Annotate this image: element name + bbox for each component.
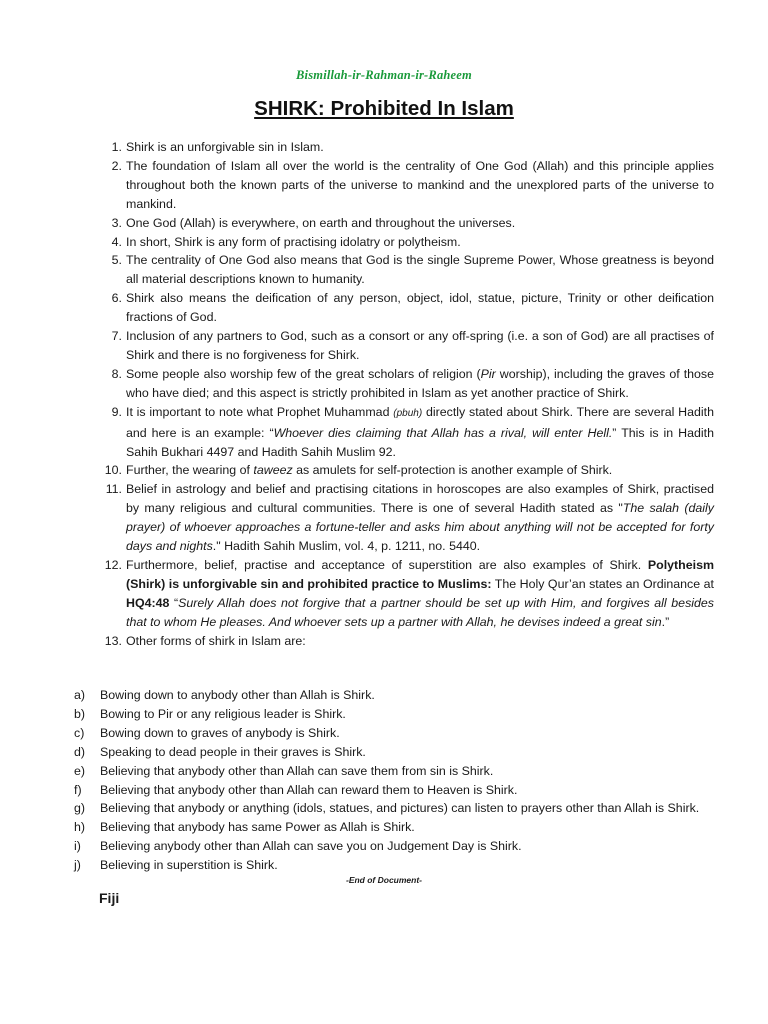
item-number: 5. — [111, 253, 122, 268]
item-number: 9. — [111, 404, 122, 419]
list-item — [74, 762, 724, 781]
list-item — [96, 403, 714, 462]
item-text: Believing that anybody has same Power as Allah is Shirk. — [100, 820, 415, 835]
item-number: 13. — [104, 633, 122, 648]
list-item — [96, 157, 714, 214]
item-letter: c) — [74, 725, 85, 740]
footer-country: Fiji — [99, 890, 120, 906]
item-text: Speaking to dead people in their graves is Shirk. — [100, 744, 366, 759]
list-item — [96, 233, 714, 252]
item-text: The centrality of One God also means that God is the single Supreme Power, Whose greatness is beyond all material descriptions known to humanity. — [126, 253, 714, 287]
item-text: Belief in astrology and belief and practising citations in horoscopes are also examples of Shirk, practised by many religious and cultural communities. There is one of several Hadith stated as " — [126, 482, 714, 516]
item-text: as amulets for self-protection is another example of Shirk. — [292, 463, 613, 478]
item-text: worship), including the graves of those who have died; and this aspect is strictly prohibited in Islam as yet another practice of Shirk. — [126, 366, 715, 400]
list-item — [74, 743, 724, 762]
list-item — [96, 632, 714, 651]
item-text: Some people also worship few of the great scholars of religion ( — [126, 366, 481, 381]
item-text: Shirk also means the deification of any person, object, idol, statue, picture, Trinity or other deification fractions of God. — [126, 291, 714, 325]
item-letter: b) — [74, 706, 86, 721]
item-text: Believing that anybody other than Allah can save them from sin is Shirk. — [100, 763, 494, 778]
item-number: 11. — [105, 482, 122, 497]
item-text: Believing that anybody other than Allah can reward them to Heaven is Shirk. — [100, 782, 518, 797]
list-item — [96, 138, 714, 157]
item-number: 6. — [111, 291, 122, 306]
bismillah-heading: Bismillah-ir-Rahman-ir-Raheem — [296, 68, 472, 82]
item-text: It is important to note what Prophet Muhammad — [126, 404, 394, 419]
list-item — [74, 818, 724, 837]
list-item — [74, 705, 724, 724]
quran-reference: HQ4:48 — [126, 595, 170, 610]
end-of-document-note: -End of Document- — [345, 875, 423, 885]
list-item — [96, 480, 714, 556]
item-number: 4. — [111, 234, 122, 249]
item-text: One God (Allah) is everywhere, on earth and throughout the universes. — [126, 215, 516, 230]
item-text: Furthermore, belief, practise and acceptance of superstition are also examples of Shirk. — [126, 557, 648, 572]
item-number: 10. — [104, 463, 122, 478]
item-number: 3. — [111, 215, 122, 230]
item-text: The foundation of Islam all over the world is the centrality of One God (Allah) and this principle applies throughout both the known parts of the universe to mankind and the unexplored parts of the universe to mankind. — [126, 158, 714, 211]
item-bold: Polytheism (Shirk) is unforgivable sin and prohibited practice to Muslims: — [126, 557, 714, 591]
item-text: ." Hadith Sahih Muslim, vol. 4, p. 1211, no. 5440. — [212, 539, 481, 554]
item-text: Bowing down to graves of anybody is Shirk. — [100, 725, 340, 740]
item-number: 1. — [111, 140, 122, 154]
list-item — [74, 856, 724, 875]
item-text: Further, the wearing of — [126, 463, 254, 478]
item-number: 8. — [111, 366, 122, 381]
item-letter: i) — [74, 839, 81, 854]
item-letter: h) — [74, 820, 86, 835]
item-text: directly stated about Shirk. There are several Hadith and here is an example: “ — [126, 404, 714, 440]
item-number: 7. — [111, 329, 122, 344]
item-text: Believing in superstition is Shirk. — [100, 858, 278, 873]
item-text: ” This is in Hadith Sahih Bukhari 4497 and Hadith Sahih Muslim 92. — [126, 425, 714, 459]
list-item — [96, 327, 714, 365]
item-letter: d) — [74, 744, 86, 759]
list-item — [74, 686, 724, 705]
item-text: Believing that anybody or anything (idols, statues, and pictures) can listen to prayers other than Allah is Shirk. — [100, 801, 700, 816]
item-letter: e) — [74, 763, 86, 778]
pbuh-note: (pbuh) — [393, 407, 423, 419]
item-text: Shirk is an unforgivable sin in Islam. — [126, 140, 324, 154]
item-text: “ — [169, 595, 179, 610]
list-item — [96, 289, 714, 327]
item-italic: taweez — [253, 463, 293, 478]
hadith-quote: Whoever dies claiming that Allah has a rival, will enter Hell. — [273, 425, 613, 440]
item-text: Bowing to Pir or any religious leader is Shirk. — [100, 706, 346, 721]
item-text: .” — [661, 614, 670, 629]
item-text: Believing anybody other than Allah can save you on Judgement Day is Shirk. — [100, 839, 522, 854]
item-text: Bowing down to anybody other than Allah is Shirk. — [100, 688, 375, 702]
item-letter: g) — [74, 801, 86, 816]
item-number: 2. — [111, 158, 122, 173]
numbered-list — [96, 138, 714, 650]
item-text: The Holy Qur’an states an Ordinance at — [491, 576, 714, 591]
list-item — [74, 837, 724, 856]
list-item — [96, 365, 714, 403]
list-item — [96, 251, 714, 289]
list-item — [74, 724, 724, 743]
item-number: 12. — [104, 557, 122, 572]
list-item — [74, 781, 724, 800]
list-item — [96, 214, 714, 233]
item-text: Inclusion of any partners to God, such as a consort or any off-spring (i.e. a son of God) are all practises of Shirk and there is no forgiveness for Shirk. — [126, 329, 714, 362]
item-letter: a) — [74, 688, 86, 702]
list-item — [96, 461, 714, 480]
hadith-quote: The salah (daily prayer) of whoever approaches a fortune-teller and asks him about anything will not be accepted for forty days and nights — [126, 501, 714, 554]
page-title: SHIRK: Prohibited In Islam — [254, 97, 514, 120]
item-letter: f) — [74, 782, 82, 797]
item-text: In short, Shirk is any form of practising idolatry or polytheism. — [126, 234, 461, 249]
list-item — [96, 556, 714, 632]
item-letter: j) — [74, 858, 81, 873]
lettered-list — [74, 686, 724, 875]
item-text: Other forms of shirk in Islam are: — [126, 633, 306, 648]
list-item — [74, 799, 724, 818]
quran-quote: Surely Allah does not forgive that a partner should be set up with Him, and forgives all besides that to whom He pleases. And whoever sets up a partner with Allah, he devises indeed a great sin — [126, 595, 714, 629]
item-italic: Pir — [480, 366, 496, 381]
